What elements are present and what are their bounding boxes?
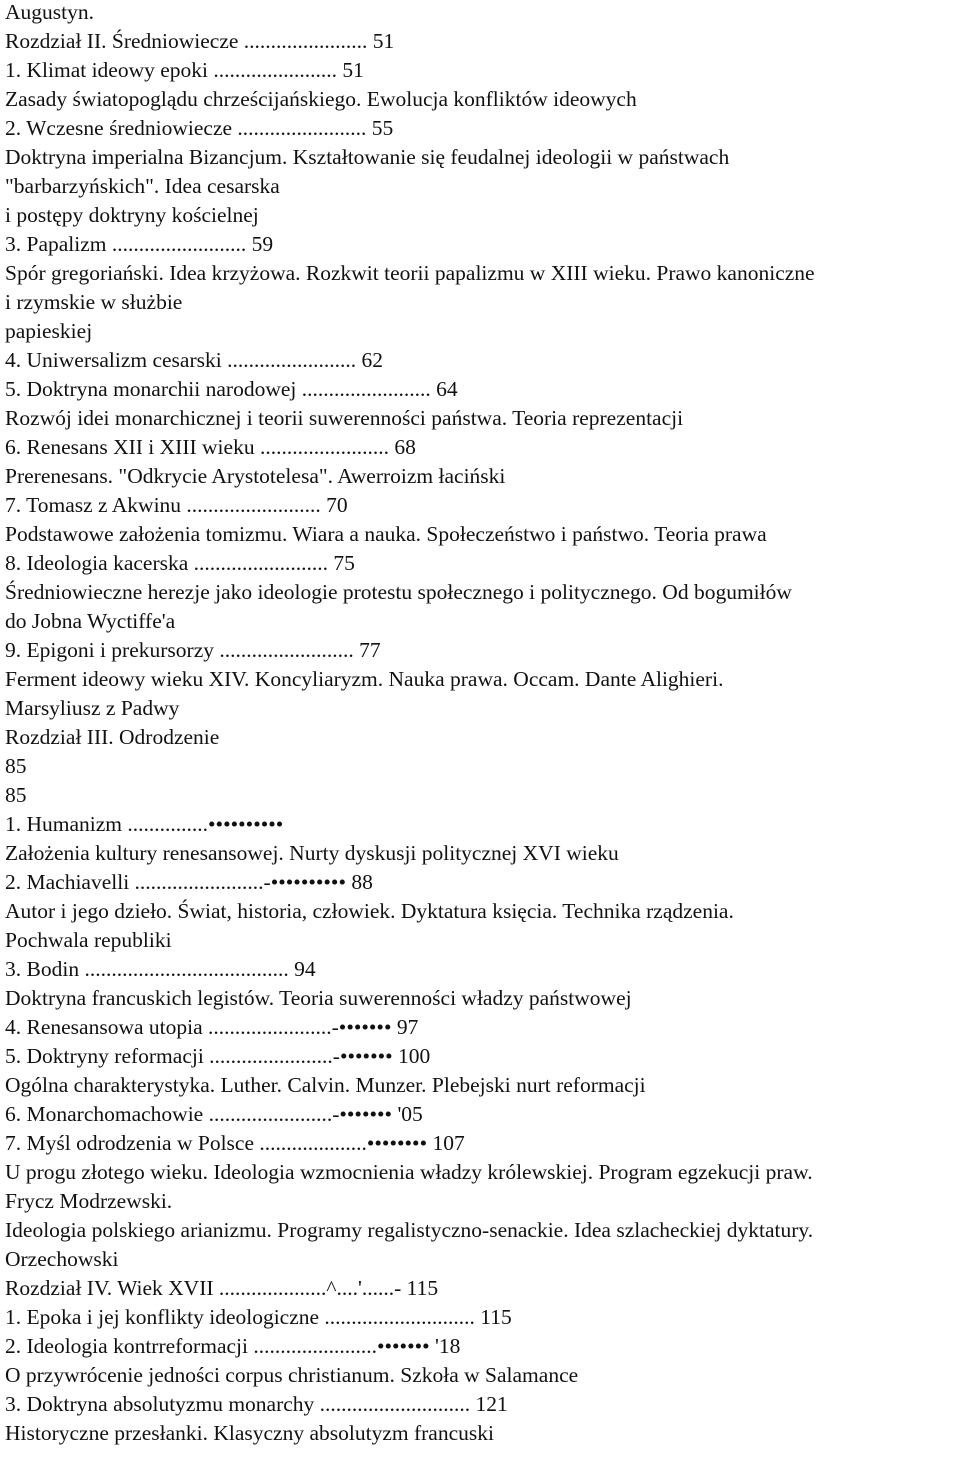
toc-subtopics: do Jobna Wyctiffe'a [5, 609, 176, 633]
toc-subtopics: Ideologia polskiego arianizmu. Programy regalistyczno-senackie. Idea szlacheckiej dyktatury. [5, 1218, 814, 1242]
toc-subtopics: Podstawowe założenia tomizmu. Wiara a nauka. Społeczeństwo i państwo. Teoria prawa [5, 522, 767, 546]
toc-entry: 2. Machiavelli ........................-•••••••••• 88 [5, 870, 373, 894]
toc-subtopics: Ferment ideowy wieku XIV. Koncyliaryzm. Nauka prawa. Occam. Dante Alighieri. [5, 667, 724, 691]
toc-subtopics: Zasady światopoglądu chrześcijańskiego. Ewolucja konfliktów ideowych [5, 87, 637, 111]
toc-entry: 9. Epigoni i prekursorzy ......................... 77 [5, 638, 381, 662]
toc-entry: 5. Doktryny reformacji .......................-••••••• 100 [5, 1044, 431, 1068]
toc-entry: 7. Myśl odrodzenia w Polsce ....................•••••••• 107 [5, 1131, 465, 1155]
toc-subtopics: papieskiej [5, 319, 93, 343]
toc-entry: 5. Doktryna monarchii narodowej ........................ 64 [5, 377, 458, 401]
toc-subtopics: Historyczne przesłanki. Klasyczny absolutyzm francuski [5, 1421, 494, 1445]
toc-subtopics: Orzechowski [5, 1247, 119, 1271]
toc-subtopics: Prerenesans. "Odkrycie Arystotelesa". Awerroizm łaciński [5, 464, 506, 488]
toc-subtopics: Doktryna francuskich legistów. Teoria suwerenności władzy państwowej [5, 986, 632, 1010]
page-number-line: 85 [5, 783, 27, 807]
toc-entry: 1. Epoka i jej konflikty ideologiczne ............................ 115 [5, 1305, 512, 1329]
toc-subtopics: U progu złotego wieku. Ideologia wzmocnienia władzy królewskiej. Program egzekucji praw. [5, 1160, 813, 1184]
chapter-heading: Rozdział III. Odrodzenie [5, 725, 220, 749]
toc-subtopics: Założenia kultury renesansowej. Nurty dyskusji politycznej XVI wieku [5, 841, 619, 865]
chapter-heading: Rozdział IV. Wiek XVII ....................^....'......- 115 [5, 1276, 439, 1300]
toc-subtopics: Ogólna charakterystyka. Luther. Calvin. Munzer. Plebejski nurt reformacji [5, 1073, 646, 1097]
toc-entry: 4. Uniwersalizm cesarski ........................ 62 [5, 348, 383, 372]
toc-entry: 1. Humanizm ...............•••••••••• [5, 812, 284, 836]
toc-entry: 4. Renesansowa utopia .......................-••••••• 97 [5, 1015, 419, 1039]
toc-subtopics: "barbarzyńskich". Idea cesarska [5, 174, 280, 198]
toc-line: Augustyn. [5, 0, 94, 24]
chapter-heading: Rozdział II. Średniowiecze ....................... 51 [5, 29, 395, 53]
toc-entry: 3. Bodin ...................................... 94 [5, 957, 316, 981]
toc-entry: 6. Renesans XII i XIII wieku ........................ 68 [5, 435, 416, 459]
toc-entry: 7. Tomasz z Akwinu ......................... 70 [5, 493, 348, 517]
toc-subtopics: Spór gregoriański. Idea krzyżowa. Rozkwit teorii papalizmu w XIII wieku. Prawo kanoniczne [5, 261, 815, 285]
toc-subtopics: Średniowieczne herezje jako ideologie protestu społecznego i politycznego. Od bogumiłów [5, 580, 792, 604]
toc-subtopics: i rzymskie w służbie [5, 290, 183, 314]
toc-entry: 1. Klimat ideowy epoki ....................... 51 [5, 58, 364, 82]
toc-entry: 2. Ideologia kontrreformacji .......................••••••• '18 [5, 1334, 461, 1358]
toc-subtopics: O przywrócenie jedności corpus christianum. Szkoła w Salamance [5, 1363, 579, 1387]
toc-subtopics: Rozwój idei monarchicznej i teorii suwerenności państwa. Teoria reprezentacji [5, 406, 684, 430]
toc-subtopics: i postępy doktryny kościelnej [5, 203, 259, 227]
toc-entry: 2. Wczesne średniowiecze ........................ 55 [5, 116, 394, 140]
toc-entry: 8. Ideologia kacerska ......................... 75 [5, 551, 355, 575]
page-number-line: 85 [5, 754, 27, 778]
toc-subtopics: Doktryna imperialna Bizancjum. Kształtowanie się feudalnej ideologii w państwach [5, 145, 730, 169]
toc-subtopics: Frycz Modrzewski. [5, 1189, 173, 1213]
toc-subtopics: Marsyliusz z Padwy [5, 696, 180, 720]
toc-entry: 3. Doktryna absolutyzmu monarchy ............................ 121 [5, 1392, 508, 1416]
toc-entry: 6. Monarchomachowie .......................-••••••• '05 [5, 1102, 423, 1126]
toc-entry: 3. Papalizm ......................... 59 [5, 232, 274, 256]
toc-subtopics: Autor i jego dzieło. Świat, historia, człowiek. Dyktatura księcia. Technika rządzenia. [5, 899, 734, 923]
toc-subtopics: Pochwala republiki [5, 928, 172, 952]
